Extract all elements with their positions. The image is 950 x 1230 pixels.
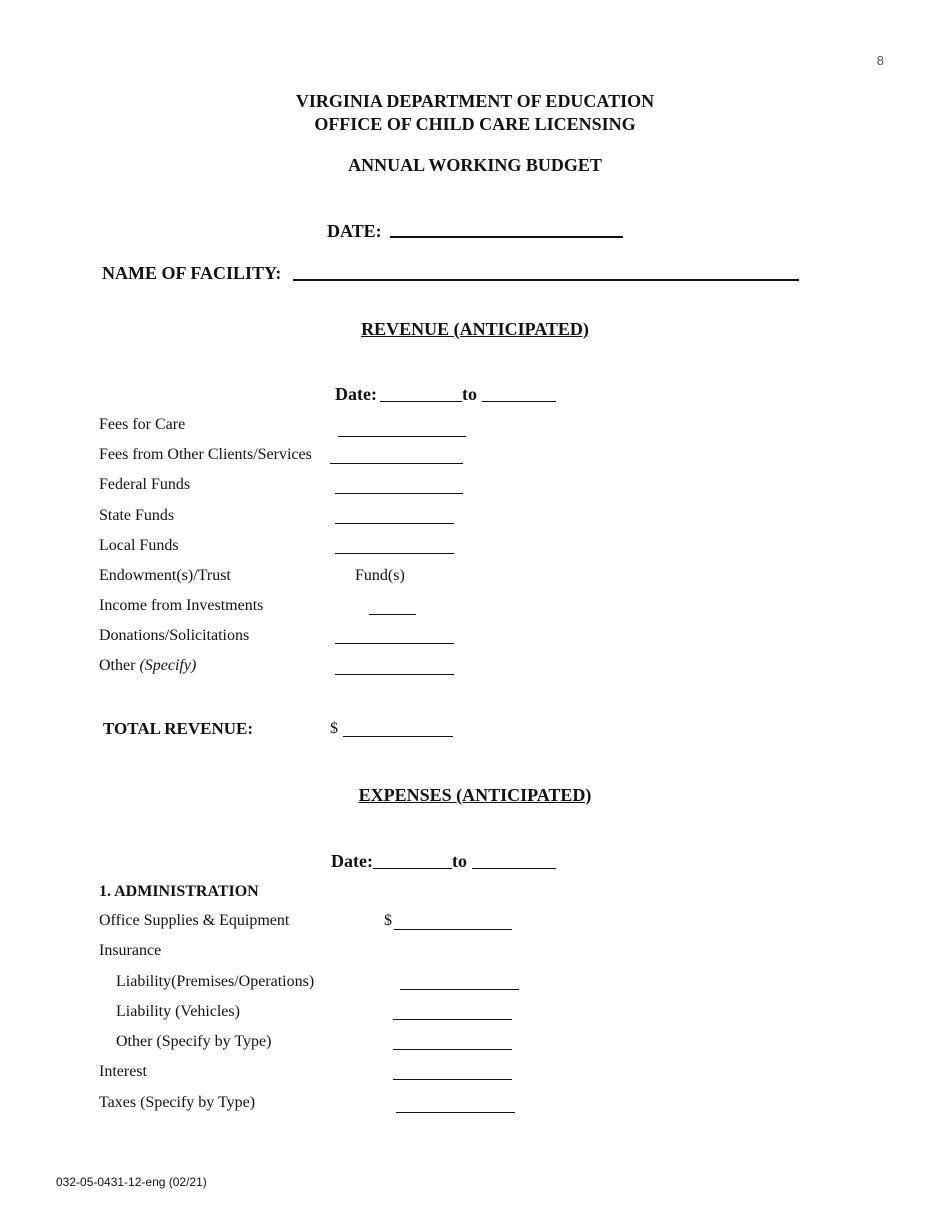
expenses-date-to-field[interactable]	[472, 868, 556, 869]
page-number: 8	[876, 53, 884, 68]
header-department: VIRGINIA DEPARTMENT OF EDUCATION	[295, 91, 655, 111]
expense-field-interest[interactable]	[393, 1079, 512, 1080]
revenue-item-fees-other: Fees from Other Clients/Services	[99, 446, 312, 463]
expense-item-interest: Interest	[99, 1063, 147, 1080]
date-label: DATE:	[327, 221, 382, 241]
expense-field-other-insurance[interactable]	[393, 1049, 512, 1050]
expense-field-office-supplies[interactable]	[394, 929, 512, 930]
expense-field-liability-vehicles[interactable]	[393, 1019, 512, 1020]
revenue-item-investments: Income from Investments	[99, 597, 264, 614]
expenses-date-from-field[interactable]	[373, 868, 452, 869]
total-revenue-label: TOTAL REVENUE:	[103, 719, 254, 738]
date-field[interactable]	[390, 236, 623, 238]
expense-item-other-insurance: Other (Specify by Type)	[116, 1033, 272, 1050]
revenue-endowment-value: Fund(s)	[355, 567, 405, 584]
facility-label: NAME OF FACILITY:	[102, 263, 282, 283]
revenue-field-fees-other[interactable]	[330, 463, 463, 464]
expense-field-taxes[interactable]	[396, 1112, 515, 1113]
total-revenue-currency: $	[330, 720, 338, 737]
expenses-to-label: to	[452, 851, 467, 871]
revenue-item-donations: Donations/Solicitations	[99, 627, 250, 644]
revenue-date-from-field[interactable]	[380, 401, 462, 402]
page-title: ANNUAL WORKING BUDGET	[348, 155, 602, 175]
expense-item-insurance: Insurance	[99, 942, 162, 959]
revenue-field-federal-funds[interactable]	[335, 493, 463, 494]
form-code-footer: 032-05-0431-12-eng (02/21)	[56, 1175, 207, 1189]
expense-item-liability-vehicles: Liability (Vehicles)	[116, 1003, 240, 1020]
expense-item-taxes: Taxes (Specify by Type)	[99, 1094, 256, 1111]
expense-office-currency: $	[384, 912, 392, 929]
total-revenue-field[interactable]	[343, 736, 453, 737]
revenue-item-fees-for-care: Fees for Care	[99, 416, 186, 433]
revenue-date-label: Date:	[335, 384, 377, 404]
revenue-field-investments[interactable]	[369, 614, 416, 615]
revenue-item-other-label: Other	[99, 657, 136, 674]
expense-item-liability-premises: Liability(Premises/Operations)	[116, 973, 315, 990]
revenue-item-other	[99, 657, 196, 675]
revenue-item-local-funds: Local Funds	[99, 537, 179, 554]
revenue-to-label: to	[462, 384, 477, 404]
section-administration: 1. ADMINISTRATION	[99, 883, 259, 900]
facility-field[interactable]	[293, 279, 799, 281]
revenue-item-federal-funds: Federal Funds	[99, 476, 191, 493]
revenue-item-other-specify: (Specify)	[139, 657, 197, 674]
revenue-date-to-field[interactable]	[482, 401, 556, 402]
revenue-item-state-funds: State Funds	[99, 507, 175, 524]
revenue-field-fees-for-care[interactable]	[338, 436, 466, 437]
expenses-date-label: Date:	[331, 851, 373, 871]
revenue-heading: REVENUE (ANTICIPATED)	[361, 319, 589, 339]
header-office: OFFICE OF CHILD CARE LICENSING	[314, 114, 636, 134]
revenue-item-endowment: Endowment(s)/Trust	[99, 567, 231, 584]
revenue-field-local-funds[interactable]	[335, 553, 454, 554]
expense-field-liability-premises[interactable]	[400, 989, 519, 990]
expense-item-office-supplies: Office Supplies & Equipment	[99, 912, 290, 929]
expenses-heading: EXPENSES (ANTICIPATED)	[358, 785, 592, 805]
revenue-field-state-funds[interactable]	[335, 523, 454, 524]
revenue-field-donations[interactable]	[335, 643, 454, 644]
revenue-field-other[interactable]	[335, 674, 454, 675]
